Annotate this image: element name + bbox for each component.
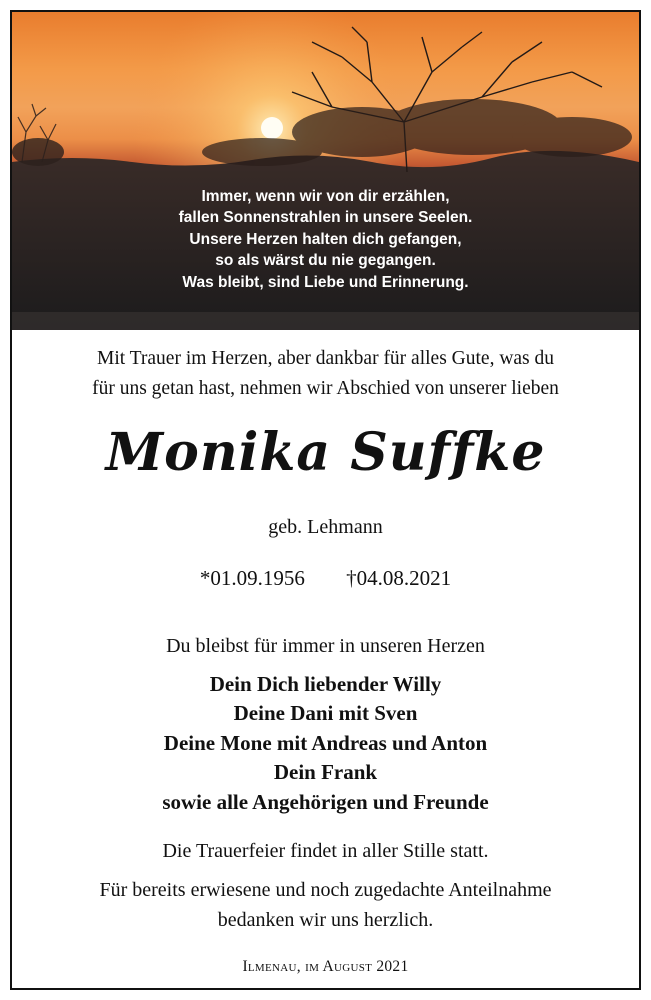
intro-text [12,344,639,404]
thanks-text [12,875,639,935]
deceased-name: Monika Suffke [105,422,546,483]
poem [12,186,639,293]
place-date: Ilmenau, im August 2021 [242,958,409,975]
birth-name: geb. Lehmann [268,516,383,538]
poem-line: fallen Sonnenstrahlen in unsere Seelen. [178,209,473,227]
poem-line: Was bleibt, sind Liebe und Erinnerung. [182,273,469,291]
mourner: Dein Frank [273,760,378,785]
poem-line: Immer, wenn wir von dir erzählen, [201,188,450,205]
death-date: †04.08.2021 [346,566,452,590]
mourner: Dein Dich liebender Willy [209,672,442,696]
thanks-line: bedanken wir uns herzlich. [217,909,434,931]
funeral-notice: Die Trauerfeier findet in aller Stille statt. [162,840,489,862]
birth-date: *01.09.1956 [199,566,305,590]
obituary-card [10,10,641,990]
thanks-line: Für bereits erwiesene und noch zugedachte Anteilnahme [99,879,552,901]
memorial-message: Du bleibst für immer in unseren Herzen [166,635,485,657]
poem-line: Unsere Herzen halten dich gefangen, [189,230,462,248]
poem-line: so als wärst du nie gegangen. [215,252,436,270]
mourner: Deine Mone mit Andreas und Anton [163,730,488,755]
sunset-photo [12,12,639,330]
life-dates [12,566,639,591]
sun-icon [261,117,283,139]
mourner: sowie alle Angehörigen und Freunde [162,789,489,814]
intro-line: für uns getan hast, nehmen wir Abschied von unserer lieben [92,378,559,399]
intro-line: Mit Trauer im Herzen, aber dankbar für alles Gute, was du [96,348,555,369]
mourner: Deine Dani mit Sven [233,701,418,726]
mourners-list [12,670,639,817]
